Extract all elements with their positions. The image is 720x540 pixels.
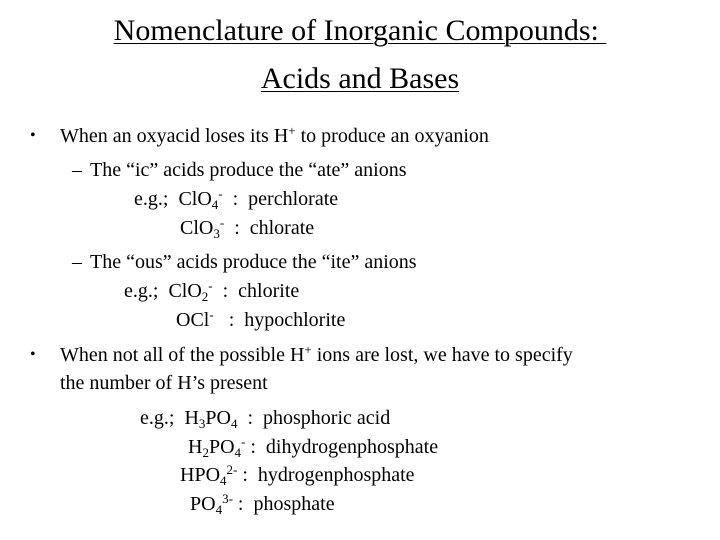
bullet-marker: •	[30, 127, 36, 144]
example-phosphoric-acid: e.g.; $H_3PO_4$ : phosphoric acid	[140, 407, 391, 431]
example-chlorite: e.g.; ClO$_2$- : chlorite	[124, 278, 300, 304]
dash-marker: –	[72, 251, 82, 273]
slide-title-line-2: Acids and Bases	[260, 62, 460, 95]
example-phosphate: $PO_4^{3-}$ : phosphate	[190, 491, 335, 517]
bullet-not-all-lost-continued: the number of H’s present	[60, 372, 268, 394]
example-perchlorate: e.g.; ClO$_4$- : perchlorate	[134, 186, 339, 212]
example-hypochlorite: OCl- : hypochlorite	[176, 307, 346, 331]
example-hydrogenphosphate: $HPO_4^{2-}$ : hydrogenphosphate	[180, 462, 415, 488]
bullet-oxyacid: When an oxyacid loses its H+ to produce an oxyanion	[60, 123, 489, 147]
sub-bullet-ous-ite: The “ous” acids produce the “ite” anions	[90, 251, 417, 273]
example-dihydrogenphosphate: $H_2PO_4^-$ : dihydrogenphosphate	[188, 434, 439, 460]
slide-title-line-1: Nomenclature of Inorganic Compounds:	[113, 14, 607, 47]
dash-marker: –	[72, 159, 82, 181]
sub-bullet-ic-ate: The “ic” acids produce the “ate” anions	[90, 159, 407, 181]
bullet-not-all-lost: When not all of the possible H+ ions are lost, we have to specify	[60, 342, 573, 366]
example-chlorate: ClO$_3$- : chlorate	[180, 215, 315, 241]
bullet-marker: •	[30, 346, 36, 363]
